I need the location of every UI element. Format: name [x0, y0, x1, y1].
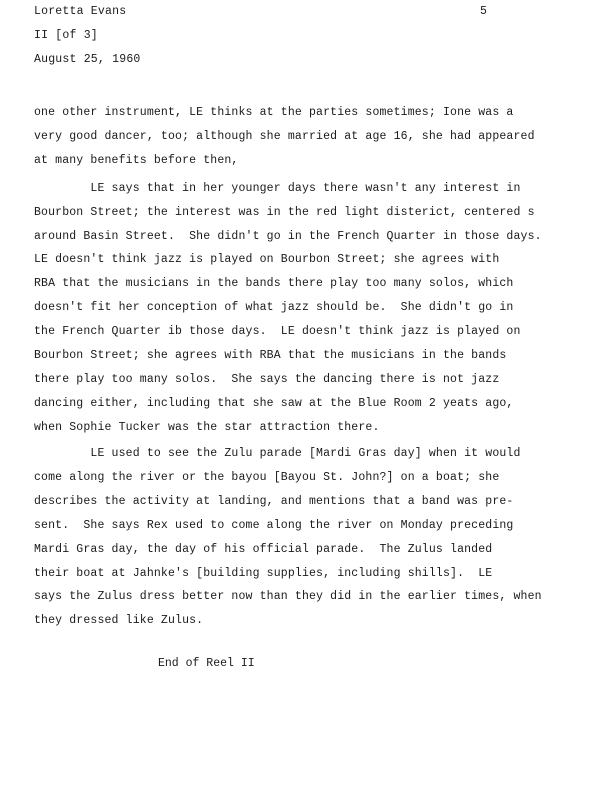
reel-label: II [of 3]	[34, 29, 98, 42]
body-line: LE says that in her younger days there wasn't any interest in	[34, 182, 521, 195]
body-line: there play too many solos. She says the dancing there is not jazz	[34, 373, 500, 386]
interview-date: August 25, 1960	[34, 53, 141, 66]
body-line: come along the river or the bayou [Bayou St. John?] on a boat; she	[34, 471, 500, 484]
end-of-reel: End of Reel II	[158, 657, 255, 670]
body-line: Bourbon Street; the interest was in the red light disterict, centered s	[34, 206, 535, 219]
body-line: they dressed like Zulus.	[34, 614, 204, 627]
body-line: sent. She says Rex used to come along the river on Monday preceding	[34, 519, 514, 532]
body-line: one other instrument, LE thinks at the parties sometimes; Ione was a	[34, 106, 514, 119]
body-line: very good dancer, too; although she married at age 16, she had appeared	[34, 130, 535, 143]
body-line: says the Zulus dress better now than they did in the earlier times, when	[34, 590, 542, 603]
body-line: Mardi Gras day, the day of his official parade. The Zulus landed	[34, 543, 493, 556]
body-line: LE doesn't think jazz is played on Bourbon Street; she agrees with	[34, 253, 500, 266]
body-line: Bourbon Street; she agrees with RBA that the musicians in the bands	[34, 349, 507, 362]
page-number: 5	[480, 5, 487, 18]
body-line: at many benefits before then,	[34, 154, 239, 167]
body-line: when Sophie Tucker was the star attraction there.	[34, 421, 380, 434]
interviewee-name: Loretta Evans	[34, 5, 127, 18]
body-line: doesn't fit her conception of what jazz should be. She didn't go in	[34, 301, 514, 314]
body-line: describes the activity at landing, and mentions that a band was pre-	[34, 495, 514, 508]
body-line: RBA that the musicians in the bands there play too many solos, which	[34, 277, 514, 290]
body-line: LE used to see the Zulu parade [Mardi Gras day] when it would	[34, 447, 521, 460]
body-line: around Basin Street. She didn't go in the French Quarter in those days.	[34, 230, 542, 243]
body-line: their boat at Jahnke's [building supplies, including shills]. LE	[34, 567, 493, 580]
body-line: the French Quarter ib those days. LE doesn't think jazz is played on	[34, 325, 521, 338]
body-line: dancing either, including that she saw at the Blue Room 2 yeats ago,	[34, 397, 514, 410]
